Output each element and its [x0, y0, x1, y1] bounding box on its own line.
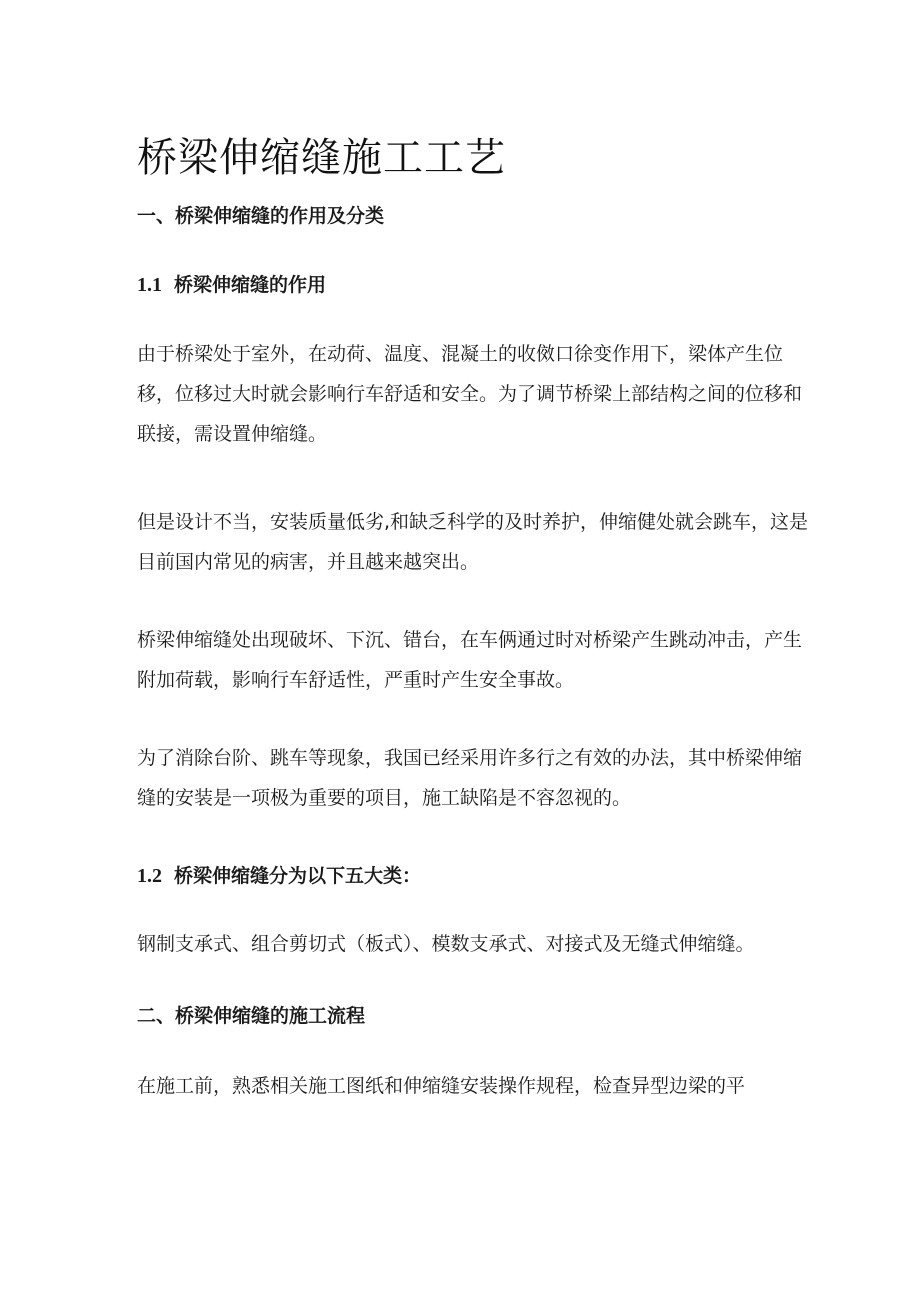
- subsection-title: 桥梁伸缩缝的作用: [174, 274, 327, 296]
- paragraph: 由于桥梁处于室外，在动荷、温度、混凝土的收傚口徐变作用下，梁体产生位移，位移过大时就会影响行车舒适和安全。为了调节桥梁上部结构之间的位移和联接，需设置伸缩缝。: [137, 343, 803, 445]
- subsection-1-1-heading: [137, 271, 326, 299]
- document-title: 桥梁伸缩缝施工工艺: [137, 135, 506, 181]
- section-1-heading: 一、桥梁伸缩缝的作用及分类: [137, 205, 385, 227]
- paragraph: 为了消除台阶、跳车等现象，我国已经采用许多行之有效的办法，其中桥梁伸缩缝的安装是一项极为重要的项目，施工缺陷是不容忽视的。: [137, 747, 803, 809]
- paragraph: 钢制支承式、组合剪切式（板式）、模数支承式、对接式及无缝式伸缩缝。: [137, 933, 755, 955]
- paragraph: 在施工前，熟悉相关施工图纸和伸缩缝安装操作规程，检查异型边梁的平: [137, 1075, 746, 1097]
- subsection-title: 桥梁伸缩缝分为以下五大类：: [174, 865, 422, 887]
- subsection-number: 1.1: [137, 274, 162, 296]
- section-2-heading: 二、桥梁伸缩缝的施工流程: [137, 1005, 366, 1027]
- document-page: [137, 0, 817, 1302]
- subsection-number: 1.2: [137, 865, 162, 887]
- paragraph: 桥梁伸缩缝处出现破坏、下沉、错台，在车俩通过时对桥梁产生跳动冲击，产生附加荷载，影响行车舒适性，严重时产生安全事故。: [137, 629, 803, 691]
- subsection-1-2-heading: [137, 862, 421, 890]
- paragraph: 但是设计不当，安装质量低劣,和缺乏科学的及时养护，伸缩健处就会跳车，这是目前国内常见的病害，并且越来越突出。: [137, 511, 809, 573]
